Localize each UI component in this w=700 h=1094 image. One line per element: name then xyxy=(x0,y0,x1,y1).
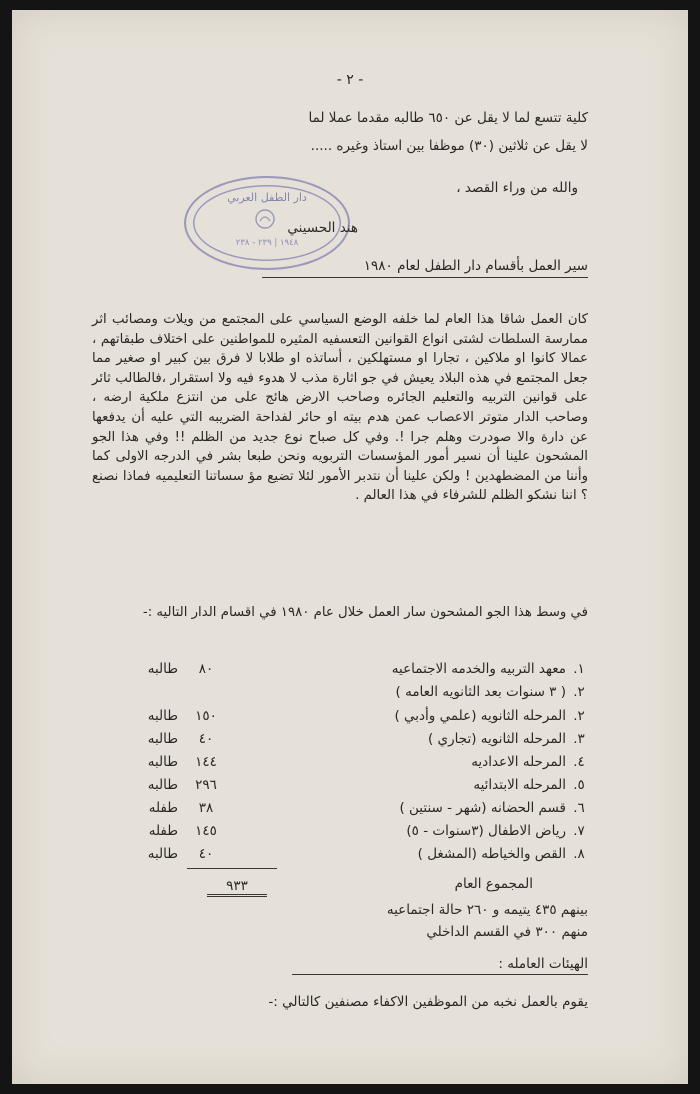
department-row xyxy=(12,708,688,732)
department-number: ٧. xyxy=(573,823,585,839)
department-row xyxy=(12,754,688,778)
department-count: ١٤٤ xyxy=(195,754,217,770)
department-number: ٨. xyxy=(573,846,585,862)
department-row xyxy=(12,846,688,870)
department-row xyxy=(12,731,688,755)
department-count: ٨٠ xyxy=(198,661,214,677)
department-number: ٢. xyxy=(573,684,585,700)
department-row xyxy=(12,684,688,708)
document-page xyxy=(12,10,688,1084)
department-name: المرحله الاعداديه xyxy=(471,754,566,770)
department-unit: طالبه xyxy=(147,708,178,724)
department-name: القص والخياطه (المشغل ) xyxy=(417,846,566,862)
staff-intro-line: يقوم بالعمل نخبه من الموظفين الاكفاء مصنفين كالتالي :- xyxy=(268,994,588,1010)
department-row xyxy=(12,823,688,847)
paragraph-2: في وسط هذا الجو المشحون سار العمل خلال عام ١٩٨٠ في اقسام الدار التاليه :- xyxy=(142,605,588,620)
department-name: المرحله الابتدائيه xyxy=(473,777,566,793)
department-count: ٤٠ xyxy=(198,846,214,862)
department-name: ( ٣ سنوات بعد الثانويه العامه ) xyxy=(395,684,566,700)
department-name: قسم الحضانه (شهر - سنتين ) xyxy=(399,800,566,816)
letter-body xyxy=(12,10,688,1084)
section-title: سير العمل بأقسام دار الطفل لعام ١٩٨٠ xyxy=(262,258,588,278)
department-unit: طالبه xyxy=(147,661,178,677)
department-unit: طالبه xyxy=(147,846,178,862)
department-name: رياض الاطفال (٣سنوات - ٥) xyxy=(406,823,566,839)
total-value: ٩٣٣ xyxy=(207,878,267,897)
department-count: ٤٠ xyxy=(198,731,214,747)
department-number: ٤. xyxy=(573,754,585,770)
signer-name: هند الحسيني xyxy=(287,220,358,236)
department-number: ٢. xyxy=(573,708,585,724)
department-number: ٥. xyxy=(573,777,585,793)
intro-line-1: كلية تتسع لما لا يقل عن ٦٥٠ طالبه مقدما عملا لما xyxy=(308,110,588,126)
department-name: معهد التربيه والخدمه الاجتماعيه xyxy=(391,661,566,677)
page-number: - ٢ - xyxy=(336,72,364,88)
department-number: ٣. xyxy=(573,731,585,747)
department-count: ١٤٥ xyxy=(195,823,217,839)
breakdown-line-1: بينهم ٤٣٥ يتيمه و ٢٦٠ حالة اجتماعيه xyxy=(386,902,588,918)
department-number: ٦. xyxy=(573,800,585,816)
department-count: ١٥٠ xyxy=(195,708,217,724)
department-count: ٢٩٦ xyxy=(195,777,217,793)
department-unit: طالبه xyxy=(147,754,178,770)
intro-line-2: لا يقل عن ثلاثين (٣٠) موظفا بين استاذ وغيره ..... xyxy=(310,138,588,154)
staff-section-title: الهيئات العامله : xyxy=(292,956,588,975)
paragraph-1: كان العمل شاقا هذا العام لما خلفه الوضع السياسي على المجتمع من ويلات ومصائب اثر ممارسة السلطات لشتى انواع القوانين التعسفيه المثيره للمواطنين على اختلاف طبقاتهم ، عمالا كانوا او ملاكين ، تجارا او مستهلكين ، أساتذه او طلابا لا فرق بين كبير او صغير مما جعل المجتمع في هذه البلاد يعيش في جو اثارة مذب لا هدوء فيه ولا استقرار ،فالطالب ثائر على قوانين التربيه والتعليم الجائره وصاحب الارض هائج على من انتزع ملكية ارضه ، وصاحب الدار متوتر الاعصاب عمن هدم بيته او حائر لفداحة الضريبه التي عليه أن يدفعها عن دارة والا صودرت وهلم جرا !. وفي كل صباح نوع جديد من الظلم !! وفي هذا الجو المشحون علينا أن نسير أمور المؤسسات التربويه ونحن طبعا بشر في الدرجه الاولى كما وأننا من المضطهدين ! ولكن علينا أن نتدبر الأمور لئلا تضيع مؤ سساتنا التعليميه فماذا نصنع ؟ اننا نشكو الظلم للشرفاء في هذا العالم . xyxy=(92,312,588,504)
department-row xyxy=(12,800,688,824)
department-unit: طالبه xyxy=(147,777,178,793)
department-unit: طفله xyxy=(148,823,178,839)
stamp-text: دار الطفل العربي xyxy=(227,191,307,204)
total-label: المجموع العام xyxy=(454,876,533,892)
department-row xyxy=(12,661,688,685)
department-count: ٣٨ xyxy=(198,800,214,816)
department-number: ١. xyxy=(573,661,585,677)
breakdown-line-2: منهم ٣٠٠ في القسم الداخلي xyxy=(426,924,588,940)
department-unit: طفله xyxy=(148,800,178,816)
department-name: المرحله الثانويه (علمي وأدبي ) xyxy=(394,708,566,724)
closing-line: والله من وراء القصد ، xyxy=(456,180,578,196)
stamp-numbers: ١٩٤٨ | ٢٣٩ - ٢٣٨ xyxy=(235,238,299,248)
department-row xyxy=(12,777,688,801)
department-unit: طالبه xyxy=(147,731,178,747)
department-name: المرحله الثانويه (تجاري ) xyxy=(427,731,566,747)
